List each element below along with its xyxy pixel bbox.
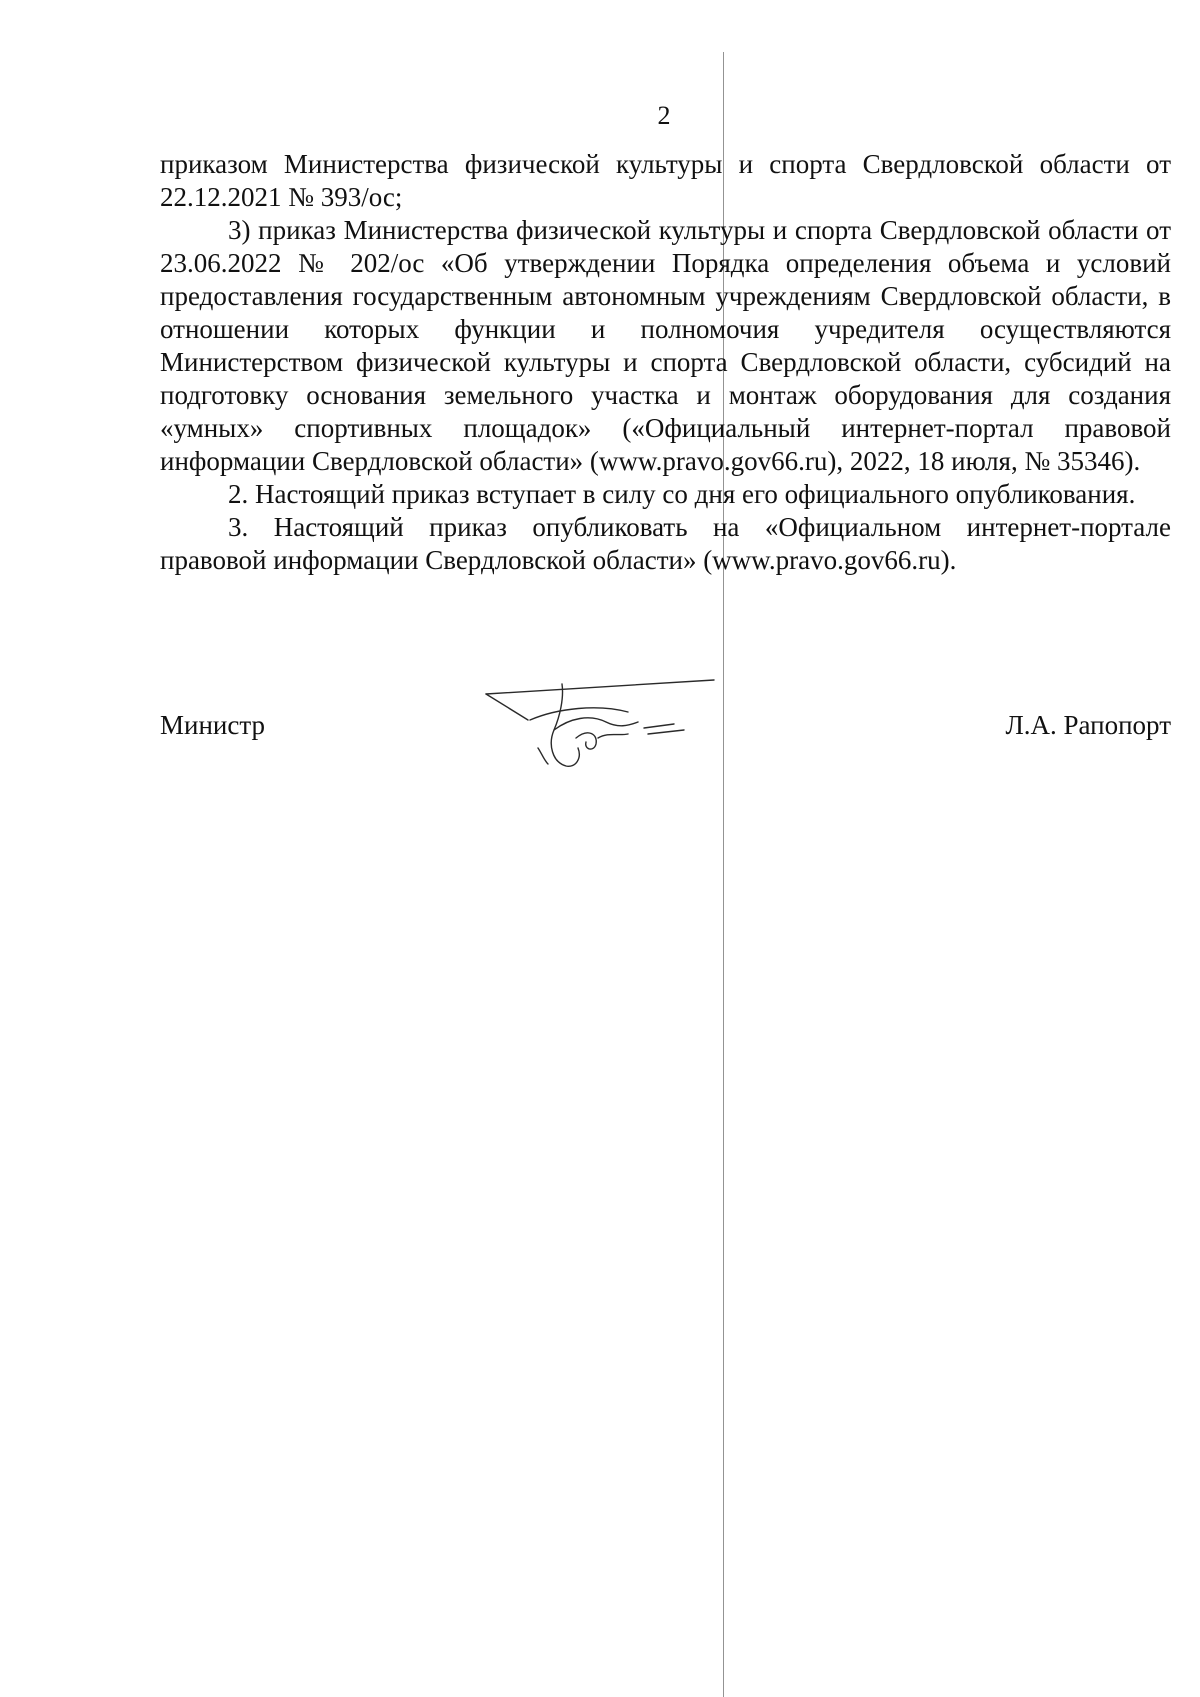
handwritten-signature bbox=[478, 678, 728, 778]
paragraph-4: 3. Настоящий приказ опубликовать на «Официальном интернет-портале правовой информации Свердловской области» (www.pravo.gov66.ru). bbox=[160, 512, 1171, 575]
signatory-name: Л.А. Рапопорт bbox=[1005, 710, 1171, 740]
page-number: 2 bbox=[657, 101, 671, 130]
signatory-position: Министр bbox=[160, 710, 265, 740]
paragraph-2: 3) приказ Министерства физической культуры и спорта Свердловской области от 23.06.2022 № 202/ос «Об утверждении Порядка определения объема и условий предоставления государственным автономным учреждениям Свердловской области, в отношении которых функции и полномочия учредителя осуществляются Министерством физической культуры и спорта Свердловской области, субсидий на подготовку основания земельного участка и монтаж оборудования для создания «умных» спортивных площадок» («Официальный интернет-портал правовой информации Свердловской области» (www.pravo.gov66.ru), 2022, 18 июля, № 35346). bbox=[160, 215, 1171, 476]
paragraph-3: 2. Настоящий приказ вступает в силу со дня его официального опубликования. bbox=[228, 479, 1136, 509]
signature-block bbox=[160, 700, 1171, 780]
document-body bbox=[160, 148, 1171, 577]
paragraph-1: приказом Министерства физической культуры и спорта Свердловской области от 22.12.2021 № 393/ос; bbox=[160, 149, 1171, 212]
